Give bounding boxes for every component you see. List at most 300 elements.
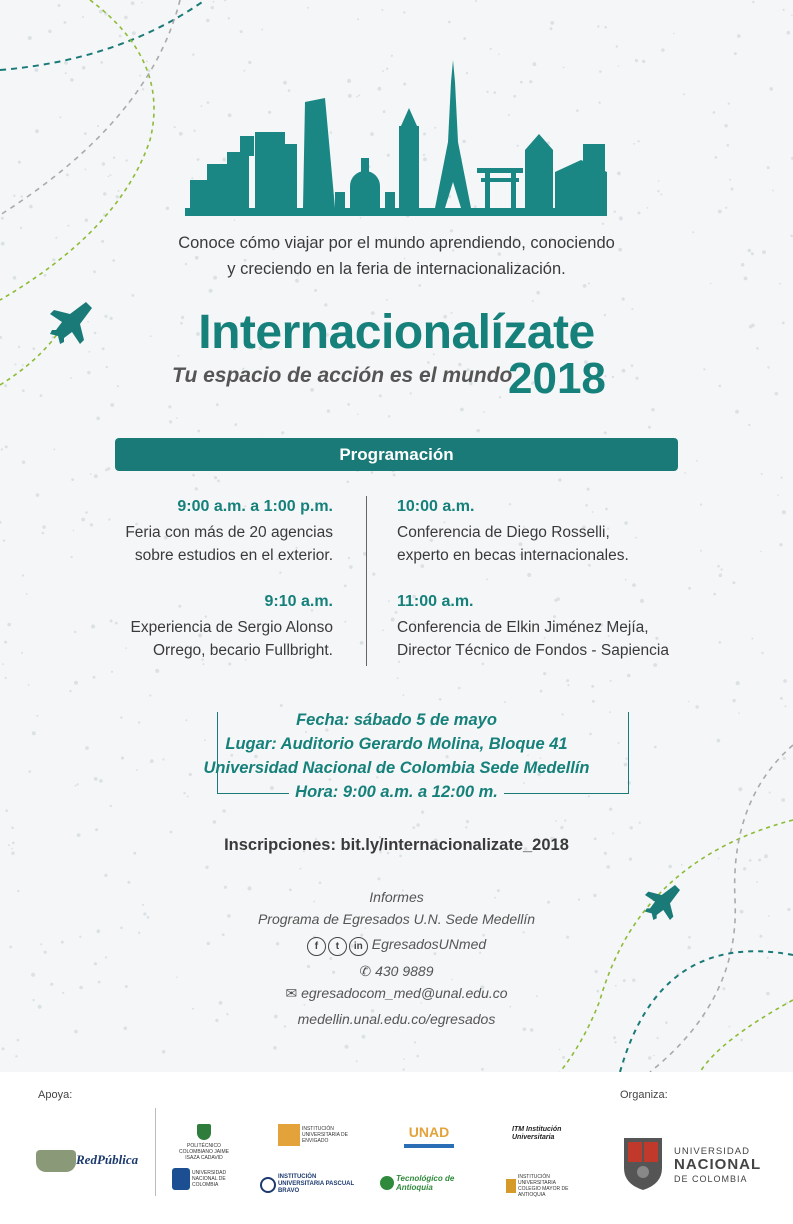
background-dot [217, 480, 220, 483]
background-dot [74, 681, 78, 685]
background-dot [391, 618, 395, 622]
background-dot [379, 394, 382, 397]
background-dot [99, 779, 103, 783]
background-dot [654, 746, 657, 749]
background-dot [602, 223, 604, 225]
background-dot [110, 174, 112, 176]
background-dot [174, 126, 176, 128]
background-dot [767, 366, 769, 368]
background-dot [141, 2, 143, 4]
background-dot [127, 881, 130, 884]
background-dot [3, 539, 5, 541]
background-dot [756, 881, 758, 883]
schedule-time: 9:10 a.m. [264, 593, 333, 610]
background-dot [65, 72, 67, 74]
redpublica-text: RedPública [76, 1152, 139, 1167]
background-dot [550, 27, 553, 30]
page-title: Internacionalízate [198, 306, 595, 359]
background-dot [280, 704, 283, 707]
background-dot [718, 858, 720, 860]
background-dot [418, 284, 421, 287]
background-dot [197, 430, 200, 433]
linkedin-icon[interactable]: in [349, 937, 368, 956]
phone-number: 430 9889 [375, 963, 434, 979]
background-dot [59, 116, 61, 118]
background-dot [648, 1056, 652, 1060]
background-dot [555, 820, 557, 822]
programacion-heading: Programación [115, 438, 678, 471]
event-info [190, 708, 603, 804]
schedule-item [397, 496, 727, 567]
background-dot [460, 408, 464, 412]
background-dot [346, 481, 349, 484]
unal-crest-icon [620, 1134, 666, 1192]
background-dot [75, 785, 77, 787]
background-dot [40, 394, 43, 397]
background-dot [94, 777, 98, 781]
background-dot [209, 289, 213, 293]
background-dot [688, 701, 690, 703]
background-dot [166, 207, 169, 210]
background-dot [42, 525, 46, 529]
schedule-description: Conferencia de Diego Rosselli, experto en becas internacionales. [397, 524, 629, 564]
email-row [0, 982, 793, 1004]
background-dot [735, 410, 739, 414]
background-dot [372, 573, 375, 576]
background-dot [393, 474, 396, 477]
background-dot [622, 369, 626, 373]
website-link[interactable]: medellin.unal.edu.co/egresados [297, 1011, 496, 1027]
background-dot [635, 377, 638, 380]
background-dot [48, 30, 51, 33]
background-dot [356, 1060, 358, 1062]
background-dot [21, 652, 23, 654]
background-dot [483, 411, 485, 413]
background-dot [35, 129, 39, 133]
background-dot [504, 701, 506, 703]
background-dot [448, 21, 451, 24]
background-dot [149, 694, 151, 696]
logo-itm: ITM Institución Universitaria [512, 1126, 562, 1141]
background-dot [136, 769, 138, 771]
background-dot [416, 1055, 419, 1058]
schedule-item [80, 496, 333, 567]
background-dot [106, 366, 108, 368]
schedule-item [80, 591, 333, 662]
background-dot [95, 828, 98, 831]
background-dot [102, 162, 105, 165]
background-dot [147, 69, 150, 72]
background-dot [131, 1, 135, 5]
background-dot [195, 487, 198, 490]
background-dot [22, 389, 25, 392]
background-dot [222, 809, 225, 812]
intro-line: y creciendo en la feria de internacionalización. [227, 260, 566, 278]
background-dot [769, 792, 771, 794]
background-dot [224, 0, 227, 1]
background-dot [382, 629, 384, 631]
background-dot [635, 59, 638, 62]
background-dot [583, 284, 587, 288]
background-dot [17, 1039, 20, 1042]
background-dot [550, 21, 554, 25]
background-dot [85, 169, 87, 171]
background-dot [261, 29, 263, 31]
background-dot [73, 530, 75, 532]
background-dot [362, 1035, 366, 1039]
background-dot [29, 205, 33, 209]
mail-icon: ✉ [285, 985, 298, 1001]
background-dot [90, 473, 92, 475]
logo-unad: UNAD [404, 1124, 454, 1148]
background-dot [781, 477, 783, 479]
background-dot [740, 1039, 743, 1042]
background-dot [1, 217, 4, 220]
background-dot [347, 403, 350, 406]
schedule-time: 9:00 a.m. a 1:00 p.m. [177, 498, 333, 515]
background-dot [732, 581, 735, 584]
background-dot [782, 510, 786, 514]
background-dot [403, 1068, 405, 1070]
background-dot [737, 34, 741, 38]
event-time: Hora: 9:00 a.m. a 12:00 m. [289, 783, 504, 801]
background-dot [82, 66, 86, 70]
world-skyline-illustration [185, 52, 607, 216]
background-dot [410, 392, 412, 394]
background-dot [558, 478, 561, 481]
background-dot [113, 157, 115, 159]
background-dot [564, 819, 566, 821]
background-dot [779, 283, 781, 285]
background-dot [658, 180, 660, 182]
background-dot [94, 474, 98, 478]
schedule-item [397, 591, 727, 662]
background-dot [758, 859, 761, 862]
background-dot [613, 1036, 616, 1039]
background-dot [281, 431, 284, 434]
social-handle[interactable]: EgresadosUNmed [371, 936, 487, 952]
background-dot [138, 721, 140, 723]
background-dot [13, 195, 15, 197]
background-dot [681, 864, 683, 866]
background-dot [28, 770, 31, 773]
page-subtitle: Tu espacio de acción es el mundo [172, 364, 513, 387]
background-dot [1, 448, 3, 450]
email-address[interactable]: egresadocom_med@unal.edu.co [301, 985, 508, 1001]
footer-divider [155, 1108, 156, 1196]
background-dot [357, 414, 359, 416]
background-dot [192, 474, 195, 477]
background-dot [58, 4, 61, 7]
logo-pascual-bravo: INSTITUCIÓN UNIVERSITARIA PASCUAL BRAVO [260, 1174, 358, 1195]
background-dot [35, 68, 39, 72]
background-dot [403, 1058, 405, 1060]
background-dot [5, 445, 8, 448]
background-dot [416, 823, 419, 826]
background-dot [344, 621, 346, 623]
background-dot [110, 805, 112, 807]
background-dot [5, 677, 7, 679]
logo-unal-small: UNIVERSIDAD NACIONAL DE COLOMBIA [172, 1168, 242, 1190]
background-dot [110, 403, 114, 407]
background-dot [532, 300, 534, 302]
background-dot [648, 426, 651, 429]
background-dot [609, 808, 612, 811]
background-dot [381, 9, 383, 11]
background-dot [651, 408, 654, 411]
background-dot [785, 705, 787, 707]
background-dot [388, 600, 390, 602]
background-dot [71, 478, 74, 481]
background-dot [639, 822, 641, 824]
background-dot [82, 16, 84, 18]
contact-info [0, 886, 793, 1030]
background-dot [703, 368, 705, 370]
background-dot [26, 593, 28, 595]
background-dot [103, 192, 106, 195]
background-dot [71, 556, 73, 558]
background-dot [22, 461, 25, 464]
background-dot [475, 0, 477, 2]
background-dot [653, 1055, 655, 1057]
background-dot [617, 172, 621, 176]
background-dot [725, 207, 727, 209]
background-dot [738, 787, 742, 791]
background-dot [466, 820, 469, 823]
background-dot [15, 363, 17, 365]
background-dot [20, 227, 22, 229]
event-date: Fecha: sábado 5 de mayo [296, 711, 497, 729]
background-dot [131, 294, 134, 297]
background-dot [87, 371, 90, 374]
background-dot [729, 179, 731, 181]
background-dot [139, 75, 141, 77]
background-dot [731, 188, 734, 191]
background-dot [661, 48, 664, 51]
background-dot [314, 289, 317, 292]
background-dot [540, 690, 543, 693]
ta-icon [380, 1176, 394, 1190]
crest-icon [172, 1168, 190, 1190]
background-dot [69, 690, 71, 692]
background-dot [499, 396, 501, 398]
pb-icon [260, 1177, 276, 1193]
background-dot [5, 809, 8, 812]
background-dot [360, 217, 362, 219]
background-dot [612, 832, 614, 834]
background-dot [767, 166, 770, 169]
background-dot [214, 476, 217, 479]
background-dot [748, 424, 750, 426]
background-dot [414, 1041, 416, 1043]
background-dot [142, 88, 144, 90]
background-dot [42, 532, 45, 535]
background-dot [240, 30, 243, 33]
background-dot [637, 211, 640, 214]
background-dot [377, 877, 380, 880]
background-dot [597, 25, 599, 27]
schedule-left-column [80, 496, 333, 686]
background-dot [752, 1, 754, 3]
background-dot [206, 19, 210, 23]
background-dot [696, 705, 699, 708]
background-dot [490, 48, 492, 50]
background-dot [559, 1049, 561, 1051]
background-dot [162, 758, 164, 760]
twitter-icon[interactable]: t [328, 937, 347, 956]
event-university: Universidad Nacional de Colombia Sede Medellín [203, 759, 590, 777]
background-dot [116, 195, 119, 198]
background-dot [633, 143, 635, 145]
background-dot [85, 746, 89, 750]
background-dot [121, 756, 124, 759]
background-dot [4, 384, 7, 387]
background-dot [74, 1030, 78, 1034]
schedule-time: 11:00 a.m. [397, 593, 474, 610]
background-dot [779, 543, 782, 546]
intro-line: Conoce cómo viajar por el mundo aprendiendo, conociendo [178, 234, 615, 252]
background-dot [781, 798, 785, 802]
schedule-description: Experiencia de Sergio Alonso Orrego, becario Fullbright. [130, 619, 333, 659]
background-dot [587, 488, 590, 491]
background-dot [660, 194, 662, 196]
background-dot [751, 638, 753, 640]
logo-politecnico: POLITÉCNICO COLOMBIANO JAIME ISAZA CADAVID [172, 1124, 236, 1161]
background-dot [108, 176, 110, 178]
registration-link[interactable]: Inscripciones: bit.ly/internacionalizate_2018 [224, 836, 569, 854]
organiza-label: Organiza: [620, 1089, 668, 1101]
background-dot [749, 859, 752, 862]
background-dot [684, 472, 686, 474]
background-dot [70, 377, 72, 379]
background-dot [205, 866, 208, 869]
background-dot [11, 827, 14, 830]
background-dot [100, 61, 103, 64]
background-dot [22, 364, 24, 366]
phone-row [0, 960, 793, 982]
background-dot [327, 409, 330, 412]
phone-icon: ✆ [359, 963, 372, 979]
background-dot [84, 132, 87, 135]
contact-programa: Programa de Egresados U.N. Sede Medellín [257, 911, 536, 927]
background-dot [761, 473, 763, 475]
background-dot [150, 759, 154, 763]
background-dot [696, 460, 698, 462]
background-dot [319, 882, 322, 885]
background-dot [738, 712, 740, 714]
background-dot [21, 195, 23, 197]
background-dot [97, 125, 99, 127]
background-dot [465, 826, 467, 828]
background-dot [310, 388, 314, 392]
background-dot [15, 1055, 17, 1057]
schedule-description: Feria con más de 20 agencias sobre estudios en el exterior. [125, 524, 333, 564]
background-dot [642, 60, 645, 63]
background-dot [32, 731, 36, 735]
background-dot [612, 376, 614, 378]
event-location: Lugar: Auditorio Gerardo Molina, Bloque 41 [225, 735, 568, 753]
background-dot [536, 291, 540, 295]
graduation-cap-icon [36, 1150, 76, 1172]
background-dot [105, 469, 108, 472]
background-dot [421, 811, 424, 814]
background-dot [132, 31, 136, 35]
logo-tecnologico: Tecnológico de Antioquia [380, 1174, 475, 1192]
background-dot [614, 211, 616, 213]
background-dot [119, 35, 122, 38]
background-dot [562, 1056, 565, 1059]
background-dot [28, 36, 32, 40]
background-dot [36, 715, 38, 717]
background-dot [783, 679, 787, 683]
background-dot [458, 687, 461, 690]
background-dot [724, 124, 727, 127]
background-dot [592, 700, 595, 703]
background-dot [64, 61, 68, 65]
background-dot [439, 698, 442, 701]
background-dot [463, 37, 466, 40]
background-dot [780, 697, 783, 700]
background-dot [349, 565, 353, 569]
logo-envigado: INSTITUCIÓN UNIVERSITARIA DE ENVIGADO [278, 1124, 354, 1146]
background-dot [769, 87, 773, 91]
shield-icon [197, 1124, 211, 1140]
background-dot [345, 1045, 349, 1049]
background-dot [344, 585, 347, 588]
background-dot [622, 298, 625, 301]
background-dot [77, 783, 79, 785]
facebook-icon[interactable]: f [307, 937, 326, 956]
background-dot [683, 93, 685, 95]
background-dot [146, 60, 148, 62]
background-dot [761, 652, 763, 654]
background-dot [96, 417, 100, 421]
background-dot [637, 140, 639, 142]
contact-informes: Informes [369, 889, 424, 905]
background-dot [412, 826, 415, 829]
unal-logo: UNIVERSIDAD NACIONAL DE COLOMBIA [620, 1134, 770, 1196]
background-dot [70, 78, 74, 82]
background-dot [734, 52, 737, 55]
background-dot [183, 792, 185, 794]
background-dot [117, 385, 119, 387]
background-dot [673, 33, 675, 35]
background-dot [169, 420, 172, 423]
background-dot [187, 796, 189, 798]
background-dot [36, 493, 40, 497]
background-dot [668, 865, 672, 869]
background-dot [213, 1, 215, 3]
ie-icon [278, 1124, 300, 1146]
background-dot [604, 431, 607, 434]
event-year: 2018 [508, 354, 606, 403]
background-dot [185, 719, 187, 721]
background-dot [743, 867, 746, 870]
background-dot [120, 716, 122, 718]
background-dot [66, 174, 69, 177]
background-dot [604, 26, 607, 29]
background-dot [22, 574, 24, 576]
background-dot [388, 415, 390, 417]
background-dot [357, 18, 359, 20]
background-dot [273, 1046, 277, 1050]
schedule-time: 10:00 a.m. [397, 498, 475, 515]
background-dot [727, 144, 730, 147]
background-dot [64, 21, 67, 24]
social-row [0, 933, 793, 956]
background-dot [728, 103, 730, 105]
background-dot [783, 9, 785, 11]
